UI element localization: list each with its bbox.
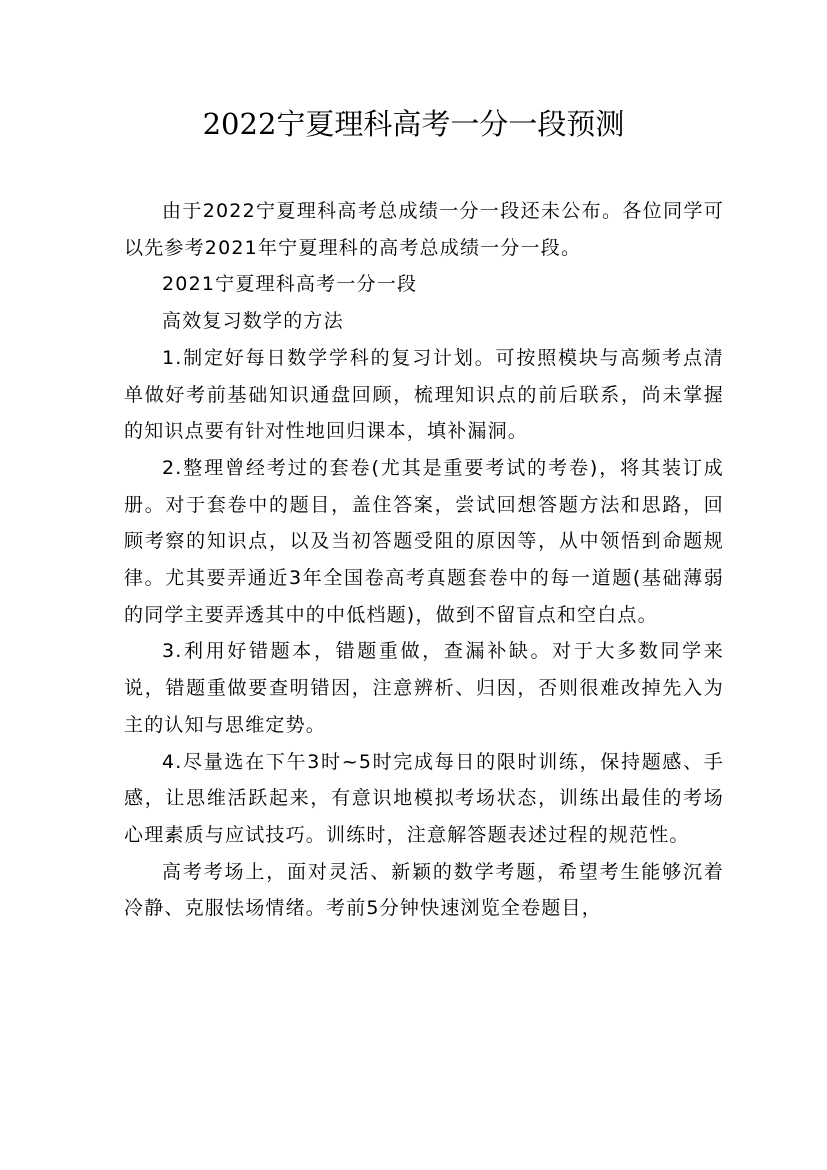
section-heading-study-methods: 高效复习数学的方法 bbox=[162, 310, 344, 333]
exam-advice-paragraph: 高考考场上，面对灵活、新颖的数学考题，希望考生能够沉着冷静、克服怯场情绪。考前5分钟快速浏览全卷题目， bbox=[124, 860, 724, 920]
method-item-3: 3.利用好错题本，错题重做，查漏补缺。对于大多数同学来说，错题重做要查明错因，注意辨析、归因，否则很难改掉先入为主的认知与思维定势。 bbox=[124, 640, 724, 736]
method-item-2: 2.整理曾经考过的套卷(尤其是重要考试的考卷)，将其装订成册。对于套卷中的题目，盖住答案，尝试回想答题方法和思路，回顾考察的知识点，以及当初答题受阻的原因等，从中领悟到命题规律。尤其要弄通近3年全国卷高考真题套卷中的每一道题(基础薄弱的同学主要弄透其中的中低档题)，做到不留盲点和空白点。 bbox=[124, 456, 724, 626]
method-item-4: 4.尽量选在下午3时~5时完成每日的限时训练，保持题感、手感，让思维活跃起来，有意识地模拟考场状态，训练出最佳的考场心理素质与应试技巧。训练时，注意解答题表述过程的规范性。 bbox=[124, 750, 724, 846]
document-body bbox=[124, 193, 724, 927]
intro-paragraph: 由于2022宁夏理科高考总成绩一分一段还未公布。各位同学可以先参考2021年宁夏理科的高考总成绩一分一段。 bbox=[124, 200, 724, 259]
table-caption-2021: 2021宁夏理科高考一分一段 bbox=[162, 273, 418, 296]
method-item-1: 1.制定好每日数学学科的复习计划。可按照模块与高频考点清单做好考前基础知识通盘回顾，梳理知识点的前后联系，尚未掌握的知识点要有针对性地回归课本，填补漏洞。 bbox=[124, 346, 724, 443]
document-title: 2022宁夏理科高考一分一段预测 bbox=[202, 107, 625, 141]
